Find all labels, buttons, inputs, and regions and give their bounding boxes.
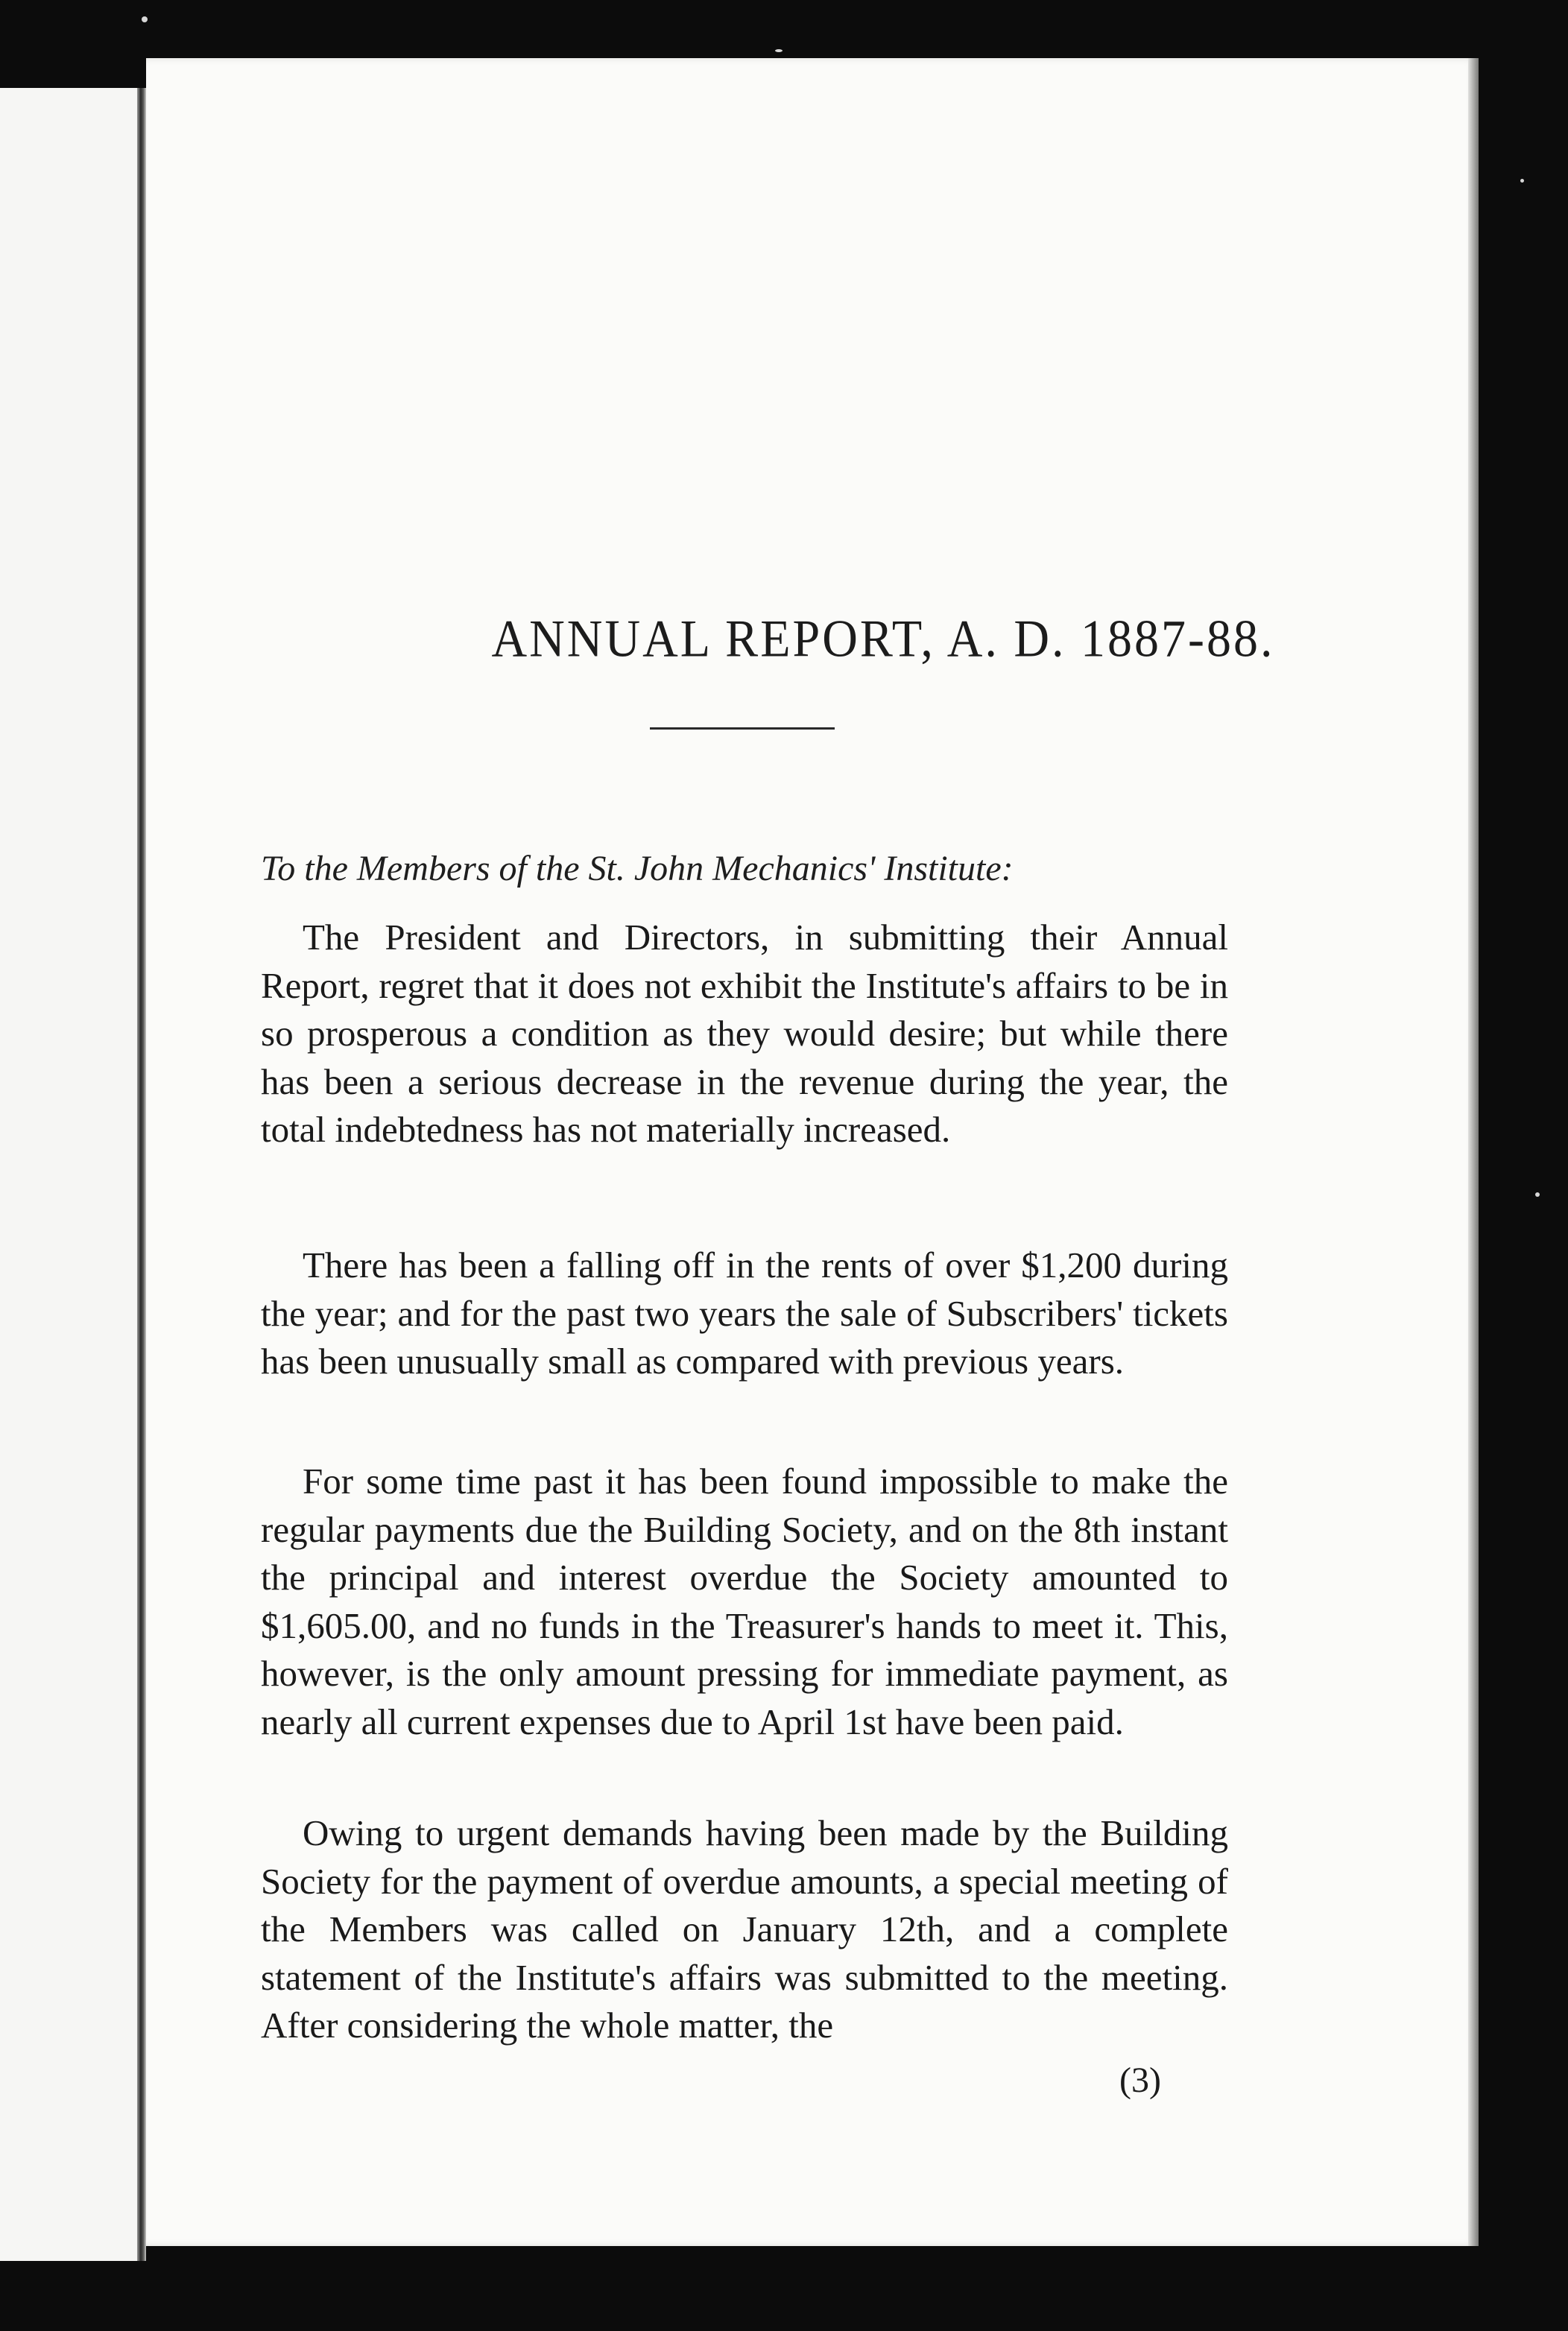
page-number: (3) <box>1119 2060 1161 2100</box>
salutation: To the Members of the St. John Mechanics' Institute: <box>261 849 1014 888</box>
scan-speck <box>142 16 148 22</box>
paragraph-3: For some time past it has been found impossible to make the regular payments due the Building Society, and on the 8th instant the principal and interest overdue the Society amounted to $1,605.00, and no funds in the Treasurer's hands to meet it. This, however, is the only amount pressing for immediate payment, as nearly all current expenses due to April 1st have been paid. <box>261 1461 1228 1742</box>
title-divider <box>650 727 835 730</box>
scan-speck <box>775 49 783 52</box>
document-page <box>146 58 1477 2246</box>
page-edge <box>1468 58 1479 2246</box>
book-gutter <box>137 88 146 2261</box>
paragraph-1: The President and Directors, in submitting their Annual Report, regret that it does not exhibit the Institute's affairs to be in so prosperous a condition as they would desire; but while there has been a serious decrease in the revenue during the year, the total indebtedness has not materially increased. <box>261 917 1228 1151</box>
scan-speck <box>1520 179 1524 183</box>
facing-page <box>0 88 140 2261</box>
paragraph-2: There has been a falling off in the rents of over $1,200 during the year; and for the past two years the sale of Subscribers' tickets has been unusually small as compared with previous years. <box>261 1244 1228 1382</box>
scan-speck <box>1535 1192 1540 1197</box>
report-title: ANNUAL REPORT, A. D. 1887-88. <box>491 610 1275 668</box>
paragraph-4: Owing to urgent demands having been made by the Building Society for the payment of overdue amounts, a special meeting of the Members was called on January 12th, and a complete statement of the Institute's affairs was submitted to the meeting. After considering the whole matter, the <box>261 1812 1228 2046</box>
